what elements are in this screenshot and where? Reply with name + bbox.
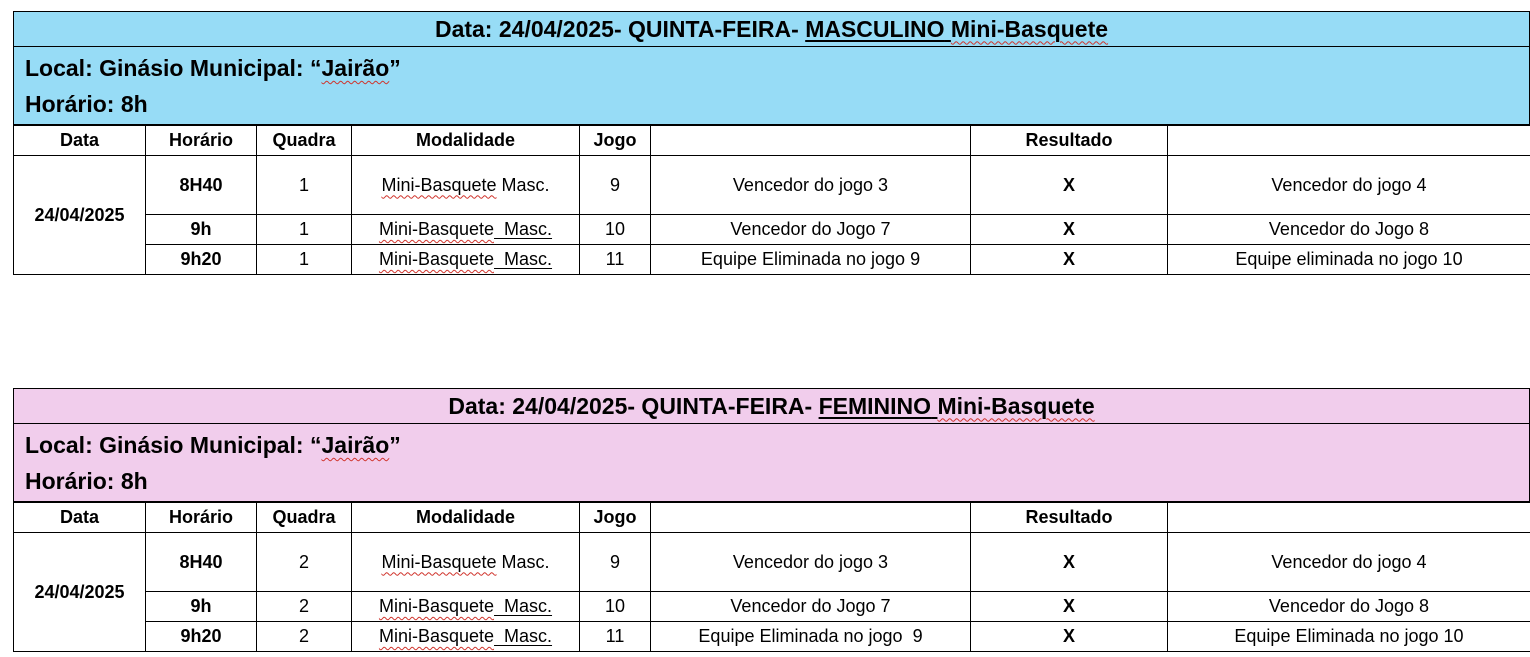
title-gender: MASCULINO	[805, 15, 945, 42]
time-cell: 9h	[146, 215, 257, 245]
table-row	[14, 156, 1530, 215]
court-cell: 2	[257, 622, 352, 652]
versus-cell: X	[971, 156, 1168, 215]
schedule-masculino	[13, 11, 1530, 275]
schedule-feminino	[13, 388, 1530, 652]
games-table	[13, 502, 1530, 652]
header-jogo: Jogo	[580, 126, 651, 156]
games-table	[13, 125, 1530, 275]
schedule-title	[13, 11, 1530, 47]
venue-name: Jairão	[321, 432, 390, 458]
team-b-cell: Vencedor do jogo 4	[1168, 156, 1530, 215]
versus-cell: X	[971, 245, 1168, 275]
team-a-cell: Vencedor do Jogo 7	[651, 215, 971, 245]
team-b-cell: Equipe eliminada no jogo 10	[1168, 245, 1530, 275]
venue-info	[13, 424, 1530, 502]
versus-cell: X	[971, 592, 1168, 622]
table-row	[14, 533, 1530, 592]
time-cell: 9h	[146, 592, 257, 622]
versus-cell: X	[971, 533, 1168, 592]
date-cell: 24/04/2025	[14, 533, 146, 652]
header-modalidade: Modalidade	[352, 503, 580, 533]
schedule-title	[13, 388, 1530, 424]
title-sport: Mini-Basquete	[950, 15, 1109, 42]
header-horario: Horário	[146, 126, 257, 156]
game-number-cell: 11	[580, 245, 651, 275]
title-prefix: Data: 24/04/2025- QUINTA-FEIRA-	[448, 392, 819, 419]
header-data: Data	[14, 503, 146, 533]
table-row	[14, 215, 1530, 245]
header-horario: Horário	[146, 503, 257, 533]
title-prefix: Data: 24/04/2025- QUINTA-FEIRA-	[434, 15, 806, 42]
venue-line: Local: Ginásio Municipal: “Jairão”	[25, 432, 401, 458]
table-row	[14, 622, 1530, 652]
modality-cell: Mini-Basquete Masc.	[352, 533, 580, 592]
table-header-row	[14, 126, 1530, 156]
header-team-b	[1168, 126, 1530, 156]
game-number-cell: 9	[580, 533, 651, 592]
header-team-b	[1168, 503, 1530, 533]
header-team-a	[651, 503, 971, 533]
team-b-cell: Vencedor do Jogo 8	[1168, 215, 1530, 245]
start-time: Horário: 8h	[25, 91, 148, 117]
team-a-cell: Vencedor do jogo 3	[651, 156, 971, 215]
team-b-cell: Vencedor do Jogo 8	[1168, 592, 1530, 622]
venue-line: Local: Ginásio Municipal: “Jairão”	[25, 55, 401, 81]
modality-cell: Mini-Basquete Masc.	[352, 245, 580, 275]
header-quadra: Quadra	[257, 503, 352, 533]
header-data: Data	[14, 126, 146, 156]
versus-cell: X	[971, 215, 1168, 245]
title-gender: FEMININO	[818, 392, 932, 419]
game-number-cell: 10	[580, 592, 651, 622]
table-row	[14, 245, 1530, 275]
venue-info	[13, 47, 1530, 125]
start-time: Horário: 8h	[25, 468, 148, 494]
header-modalidade: Modalidade	[352, 126, 580, 156]
time-cell: 8H40	[146, 533, 257, 592]
header-resultado: Resultado	[971, 126, 1168, 156]
versus-cell: X	[971, 622, 1168, 652]
venue-name: Jairão	[321, 55, 390, 81]
date-cell: 24/04/2025	[14, 156, 146, 275]
table-row	[14, 592, 1530, 622]
team-a-cell: Equipe Eliminada no jogo 9	[651, 245, 971, 275]
modality-cell: Mini-Basquete Masc.	[352, 592, 580, 622]
team-a-cell: Vencedor do jogo 3	[651, 533, 971, 592]
title-sport: Mini-Basquete	[937, 392, 1095, 419]
court-cell: 2	[257, 533, 352, 592]
court-cell: 1	[257, 156, 352, 215]
header-team-a	[651, 126, 971, 156]
team-a-cell: Equipe Eliminada no jogo 9	[651, 622, 971, 652]
game-number-cell: 10	[580, 215, 651, 245]
header-quadra: Quadra	[257, 126, 352, 156]
court-cell: 1	[257, 215, 352, 245]
team-b-cell: Equipe Eliminada no jogo 10	[1168, 622, 1530, 652]
modality-cell: Mini-Basquete Masc.	[352, 156, 580, 215]
modality-cell: Mini-Basquete Masc.	[352, 622, 580, 652]
time-cell: 9h20	[146, 622, 257, 652]
team-b-cell: Vencedor do jogo 4	[1168, 533, 1530, 592]
table-header-row	[14, 503, 1530, 533]
header-jogo: Jogo	[580, 503, 651, 533]
game-number-cell: 11	[580, 622, 651, 652]
time-cell: 9h20	[146, 245, 257, 275]
game-number-cell: 9	[580, 156, 651, 215]
court-cell: 1	[257, 245, 352, 275]
time-cell: 8H40	[146, 156, 257, 215]
court-cell: 2	[257, 592, 352, 622]
modality-cell: Mini-Basquete Masc.	[352, 215, 580, 245]
team-a-cell: Vencedor do Jogo 7	[651, 592, 971, 622]
header-resultado: Resultado	[971, 503, 1168, 533]
